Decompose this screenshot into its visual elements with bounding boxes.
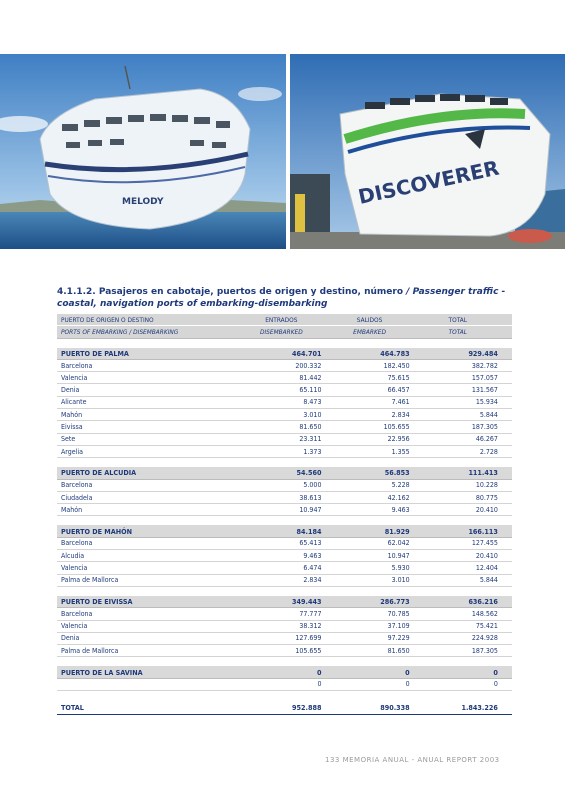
page-footer: 133 MEMORIA ANUAL - ANUAL REPORT 2003 bbox=[325, 756, 500, 764]
header-disembarked: DISEMBARKED bbox=[237, 326, 325, 338]
table-row bbox=[57, 550, 512, 562]
total-value: 80.775 bbox=[414, 491, 502, 503]
salidos-value: 75.615 bbox=[325, 372, 413, 384]
ship-photo-left bbox=[0, 54, 286, 249]
row-gap bbox=[502, 550, 512, 562]
title-spanish: Pasajeros en cabotaje, puertos de origen y destino, número bbox=[98, 287, 404, 297]
entrados-value: 349.443 bbox=[237, 596, 325, 608]
table-row bbox=[57, 620, 512, 632]
salidos-value: 66.457 bbox=[325, 384, 413, 396]
row-gap bbox=[502, 645, 512, 657]
total-value: 2.728 bbox=[414, 445, 502, 457]
table-row bbox=[57, 504, 512, 516]
table-row bbox=[57, 632, 512, 644]
header-total-en: TOTAL bbox=[414, 326, 502, 338]
port-name: PUERTO DE ALCUDIA bbox=[57, 467, 237, 479]
table-row bbox=[57, 479, 512, 491]
entrados-value: 81.650 bbox=[237, 421, 325, 433]
table-row bbox=[57, 445, 512, 457]
port-name: Barcelona bbox=[57, 608, 237, 620]
row-gap bbox=[502, 608, 512, 620]
salidos-value: 22.956 bbox=[325, 433, 413, 445]
section-spacer bbox=[57, 691, 512, 701]
row-gap bbox=[502, 467, 512, 479]
header-entrados: ENTRADOS bbox=[237, 314, 325, 326]
row-gap bbox=[502, 678, 512, 690]
port-name: Sete bbox=[57, 433, 237, 445]
entrados-value: 0 bbox=[237, 666, 325, 678]
port-section-row bbox=[57, 596, 512, 608]
spacer-cell bbox=[57, 516, 512, 526]
port-name: Denia bbox=[57, 384, 237, 396]
header-gap-en bbox=[502, 326, 512, 338]
total-value: 127.455 bbox=[414, 537, 502, 549]
entrados-value: 952.888 bbox=[237, 700, 325, 715]
passenger-traffic-table bbox=[57, 314, 512, 715]
salidos-value: 81.650 bbox=[325, 645, 413, 657]
salidos-value: 97.229 bbox=[325, 632, 413, 644]
section-spacer bbox=[57, 516, 512, 526]
port-name: Alicante bbox=[57, 396, 237, 408]
entrados-value: 54.560 bbox=[237, 467, 325, 479]
row-gap bbox=[502, 359, 512, 371]
port-name: Eivissa bbox=[57, 421, 237, 433]
total-value: 0 bbox=[414, 666, 502, 678]
total-value: 187.305 bbox=[414, 645, 502, 657]
port-name: PUERTO DE PALMA bbox=[57, 348, 237, 360]
spacer-cell bbox=[57, 657, 512, 667]
salidos-value: 5.930 bbox=[325, 562, 413, 574]
entrados-value: 3.010 bbox=[237, 409, 325, 421]
port-name: PUERTO DE MAHÓN bbox=[57, 525, 237, 537]
salidos-value: 62.042 bbox=[325, 537, 413, 549]
salidos-value: 10.947 bbox=[325, 550, 413, 562]
row-gap bbox=[502, 409, 512, 421]
ship-name-left: MELODY bbox=[122, 197, 164, 207]
salidos-value: 70.785 bbox=[325, 608, 413, 620]
row-gap bbox=[502, 525, 512, 537]
salidos-value: 7.461 bbox=[325, 396, 413, 408]
row-gap bbox=[502, 504, 512, 516]
port-name: Mahón bbox=[57, 504, 237, 516]
salidos-value: 286.773 bbox=[325, 596, 413, 608]
total-value: 929.484 bbox=[414, 348, 502, 360]
port-name: Valencia bbox=[57, 372, 237, 384]
salidos-value: 37.109 bbox=[325, 620, 413, 632]
entrados-value: 0 bbox=[237, 678, 325, 690]
port-section-row bbox=[57, 525, 512, 537]
table-row bbox=[57, 537, 512, 549]
entrados-value: 2.834 bbox=[237, 574, 325, 586]
total-value: 20.410 bbox=[414, 504, 502, 516]
spacer-cell bbox=[57, 338, 512, 348]
port-name: PUERTO DE LA SAVINA bbox=[57, 666, 237, 678]
total-value: 636.216 bbox=[414, 596, 502, 608]
total-value: 187.305 bbox=[414, 421, 502, 433]
table-row bbox=[57, 491, 512, 503]
entrados-value: 77.777 bbox=[237, 608, 325, 620]
total-value: 224.928 bbox=[414, 632, 502, 644]
port-name: Alcudia bbox=[57, 550, 237, 562]
ship-photo-right bbox=[290, 54, 565, 249]
row-gap bbox=[502, 620, 512, 632]
total-value: 148.562 bbox=[414, 608, 502, 620]
entrados-value: 9.463 bbox=[237, 550, 325, 562]
header-salidos: SALIDOS bbox=[325, 314, 413, 326]
spacer-cell bbox=[57, 691, 512, 701]
row-gap bbox=[502, 396, 512, 408]
row-gap bbox=[502, 372, 512, 384]
entrados-value: 65.413 bbox=[237, 537, 325, 549]
salidos-value: 182.450 bbox=[325, 359, 413, 371]
salidos-value: 5.228 bbox=[325, 479, 413, 491]
row-gap bbox=[502, 491, 512, 503]
table-row bbox=[57, 608, 512, 620]
row-gap bbox=[502, 666, 512, 678]
spacer-cell bbox=[57, 586, 512, 596]
title-number: 4.1.1.2. bbox=[57, 287, 96, 297]
total-value: 15.934 bbox=[414, 396, 502, 408]
header-port-en: PORTS OF EMBARKING / DISEMBARKING bbox=[57, 326, 237, 338]
total-value: 166.113 bbox=[414, 525, 502, 537]
title-english: / Passenger traffic - coastal, navigation ports of embarking-disembarking bbox=[57, 287, 506, 309]
port-name: TOTAL bbox=[57, 700, 237, 715]
header-port: PUERTO DE ORIGEN O DESTINO bbox=[57, 314, 237, 326]
table-row bbox=[57, 574, 512, 586]
table-row bbox=[57, 372, 512, 384]
total-value: 1.843.226 bbox=[414, 700, 502, 715]
port-name: Barcelona bbox=[57, 359, 237, 371]
total-value: 131.567 bbox=[414, 384, 502, 396]
total-value: 5.844 bbox=[414, 574, 502, 586]
salidos-value: 2.834 bbox=[325, 409, 413, 421]
total-value: 111.413 bbox=[414, 467, 502, 479]
entrados-value: 5.000 bbox=[237, 479, 325, 491]
port-name: Argelia bbox=[57, 445, 237, 457]
salidos-value: 56.853 bbox=[325, 467, 413, 479]
salidos-value: 9.463 bbox=[325, 504, 413, 516]
port-name: Denia bbox=[57, 632, 237, 644]
row-gap bbox=[502, 632, 512, 644]
total-value: 157.057 bbox=[414, 372, 502, 384]
entrados-value: 8.473 bbox=[237, 396, 325, 408]
table-row bbox=[57, 359, 512, 371]
total-value: 20.410 bbox=[414, 550, 502, 562]
table-row bbox=[57, 433, 512, 445]
row-gap bbox=[502, 348, 512, 360]
row-gap bbox=[502, 445, 512, 457]
entrados-value: 1.373 bbox=[237, 445, 325, 457]
port-name: Mahón bbox=[57, 409, 237, 421]
section-spacer bbox=[57, 338, 512, 348]
entrados-value: 65.110 bbox=[237, 384, 325, 396]
port-name: Palma de Mallorca bbox=[57, 574, 237, 586]
entrados-value: 38.312 bbox=[237, 620, 325, 632]
entrados-value: 10.947 bbox=[237, 504, 325, 516]
salidos-value: 890.338 bbox=[325, 700, 413, 715]
entrados-value: 38.613 bbox=[237, 491, 325, 503]
port-name: Palma de Mallorca bbox=[57, 645, 237, 657]
row-gap bbox=[502, 479, 512, 491]
row-gap bbox=[502, 574, 512, 586]
total-value: 5.844 bbox=[414, 409, 502, 421]
total-value: 46.267 bbox=[414, 433, 502, 445]
entrados-value: 6.474 bbox=[237, 562, 325, 574]
table-row bbox=[57, 384, 512, 396]
section-spacer bbox=[57, 458, 512, 468]
port-name: Ciudadela bbox=[57, 491, 237, 503]
port-name: Barcelona bbox=[57, 537, 237, 549]
table-row bbox=[57, 409, 512, 421]
port-name: Barcelona bbox=[57, 479, 237, 491]
salidos-value: 1.355 bbox=[325, 445, 413, 457]
table-row bbox=[57, 562, 512, 574]
total-value: 0 bbox=[414, 678, 502, 690]
row-gap bbox=[502, 537, 512, 549]
section-spacer bbox=[57, 657, 512, 667]
salidos-value: 3.010 bbox=[325, 574, 413, 586]
salidos-value: 81.929 bbox=[325, 525, 413, 537]
header-gap bbox=[502, 314, 512, 326]
table-row bbox=[57, 421, 512, 433]
entrados-value: 81.442 bbox=[237, 372, 325, 384]
entrados-value: 464.701 bbox=[237, 348, 325, 360]
port-name: Valencia bbox=[57, 620, 237, 632]
port-section-row bbox=[57, 467, 512, 479]
entrados-value: 23.311 bbox=[237, 433, 325, 445]
total-value: 10.228 bbox=[414, 479, 502, 491]
entrados-value: 200.332 bbox=[237, 359, 325, 371]
spacer-cell bbox=[57, 458, 512, 468]
row-gap bbox=[502, 433, 512, 445]
row-gap bbox=[502, 384, 512, 396]
entrados-value: 127.699 bbox=[237, 632, 325, 644]
table-row bbox=[57, 396, 512, 408]
total-value: 382.782 bbox=[414, 359, 502, 371]
salidos-value: 0 bbox=[325, 678, 413, 690]
total-value: 75.421 bbox=[414, 620, 502, 632]
total-row bbox=[57, 700, 512, 715]
table-row bbox=[57, 678, 512, 690]
salidos-value: 105.655 bbox=[325, 421, 413, 433]
total-value: 12.404 bbox=[414, 562, 502, 574]
port-name: PUERTO DE EIVISSA bbox=[57, 596, 237, 608]
row-gap bbox=[502, 596, 512, 608]
salidos-value: 0 bbox=[325, 666, 413, 678]
port-name: Valencia bbox=[57, 562, 237, 574]
entrados-value: 105.655 bbox=[237, 645, 325, 657]
ship-name-right: DISCOVERER bbox=[356, 155, 502, 209]
header-embarked: EMBARKED bbox=[325, 326, 413, 338]
row-gap bbox=[502, 421, 512, 433]
row-gap bbox=[502, 700, 512, 715]
salidos-value: 464.783 bbox=[325, 348, 413, 360]
section-spacer bbox=[57, 586, 512, 596]
header-row-english bbox=[57, 326, 512, 338]
table-row bbox=[57, 645, 512, 657]
header-total: TOTAL bbox=[414, 314, 502, 326]
port-name bbox=[57, 678, 237, 690]
port-section-row bbox=[57, 666, 512, 678]
table-title bbox=[57, 286, 517, 310]
row-gap bbox=[502, 562, 512, 574]
salidos-value: 42.162 bbox=[325, 491, 413, 503]
header-row-spanish bbox=[57, 314, 512, 326]
port-section-row bbox=[57, 348, 512, 360]
entrados-value: 84.184 bbox=[237, 525, 325, 537]
